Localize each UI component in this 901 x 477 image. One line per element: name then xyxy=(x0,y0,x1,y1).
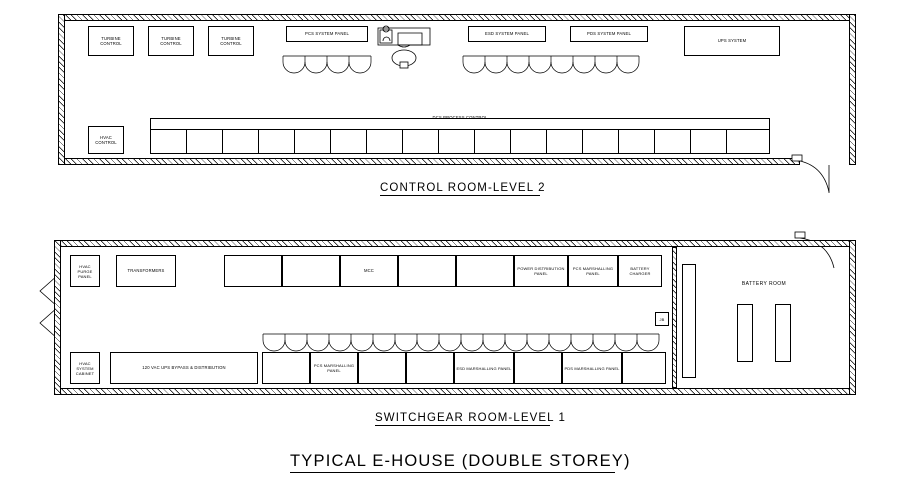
level1-wall-right xyxy=(849,240,856,395)
console-divider xyxy=(474,129,475,154)
console-rail xyxy=(150,129,770,130)
panel-label: UPS SYSTEM xyxy=(717,38,747,44)
panel-hvac-system-cabinet xyxy=(70,352,100,384)
panel-power-distribution xyxy=(514,255,568,287)
drawing-title: TYPICAL E-HOUSE (DOUBLE STOREY) xyxy=(290,452,615,473)
panel-label: TURBINE CONTROL xyxy=(160,35,182,46)
panel-bottom-seg-5 xyxy=(406,352,454,384)
level1-wall-left xyxy=(54,240,61,395)
level2-wall-right xyxy=(849,14,856,165)
panel-transformers xyxy=(116,255,176,287)
panel-label: MCC xyxy=(364,268,374,274)
level1-wall-bottom xyxy=(54,388,856,395)
panel-pds-marshalling xyxy=(562,352,622,384)
console-divider xyxy=(654,129,655,154)
panel-label: TURBINE CONTROL xyxy=(220,35,242,46)
panel-mcc xyxy=(340,255,398,287)
console-divider xyxy=(258,129,259,154)
panel-label: BATTERY CHARGER xyxy=(629,266,651,276)
room-battery xyxy=(677,247,849,388)
panel-label: 120 VAC UPS BYPASS & DISTRIBUTION xyxy=(142,365,226,371)
panel-label: HVAC SYSTEM CABINET xyxy=(75,360,95,376)
console-divider xyxy=(438,129,439,154)
panel-mcc-section-1 xyxy=(224,255,282,287)
console-divider xyxy=(726,129,727,154)
panel-label: POWER DISTRIBUTION PANEL xyxy=(517,266,565,276)
console-divider xyxy=(402,129,403,154)
level2-wall-left xyxy=(58,14,65,165)
panel-bottom-seg-9 xyxy=(622,352,666,384)
panel-label: PDS MARSHALLING PANEL xyxy=(564,365,620,371)
panel-pcs-system xyxy=(286,26,368,42)
panel-battery-charger xyxy=(618,255,662,287)
panel-label: TURBINE CONTROL xyxy=(100,35,122,46)
level2-wall-top xyxy=(58,14,856,21)
panel-pcs-marshalling-bottom xyxy=(310,352,358,384)
panel-label: PCS MARSHALLING PANEL xyxy=(313,363,355,373)
console-divider xyxy=(330,129,331,154)
panel-label: HVAC PURGE PANEL xyxy=(77,263,93,279)
panel-turbine-control-1 xyxy=(88,26,134,56)
console-divider xyxy=(294,129,295,154)
panel-label: PCS SYSTEM PANEL xyxy=(305,31,349,37)
level2-wall-bottom xyxy=(58,158,800,165)
panel-esd-marshalling xyxy=(454,352,514,384)
panel-label: ESD SYSTEM PANEL xyxy=(485,31,529,37)
battery-room-label: BATTERY ROOM xyxy=(741,281,787,287)
panel-mcc-section-4 xyxy=(398,255,456,287)
panel-pds-system xyxy=(570,26,648,42)
console-divider xyxy=(222,129,223,154)
console-dcs-process-control xyxy=(150,115,770,154)
level2-caption: CONTROL ROOM-LEVEL 2 xyxy=(380,182,546,194)
panel-label: HVAC CONTROL xyxy=(95,134,117,145)
panel-hvac-purge xyxy=(70,255,100,287)
battery-rack-1 xyxy=(682,264,696,378)
console-divider xyxy=(366,129,367,154)
panel-bottom-seg-2 xyxy=(262,352,310,384)
console-divider xyxy=(546,129,547,154)
console-divider xyxy=(582,129,583,154)
level1-caption: SWITCHGEAR ROOM-LEVEL 1 xyxy=(375,412,567,424)
console-divider xyxy=(618,129,619,154)
panel-esd-system xyxy=(468,26,546,42)
panel-pcs-marshalling-top xyxy=(568,255,618,287)
panel-label: ESD MARSHALLING PANEL xyxy=(456,365,512,371)
level1-wall-top xyxy=(54,240,856,247)
panel-mcc-section-5 xyxy=(456,255,514,287)
panel-ups-bypass-distribution xyxy=(110,352,258,384)
panel-bottom-seg-7 xyxy=(514,352,562,384)
console-label: DCS PROCESS CONTROL xyxy=(432,115,488,120)
panel-mcc-section-2 xyxy=(282,255,340,287)
console-divider xyxy=(510,129,511,154)
panel-ups-system xyxy=(684,26,780,56)
panel-jb xyxy=(655,312,669,326)
panel-hvac-control xyxy=(88,126,124,154)
panel-label: TRANSFORMERS xyxy=(127,268,165,274)
panel-turbine-control-3 xyxy=(208,26,254,56)
panel-turbine-control-2 xyxy=(148,26,194,56)
panel-label: JB xyxy=(659,316,665,322)
battery-rack-3 xyxy=(775,304,791,362)
panel-bottom-seg-4 xyxy=(358,352,406,384)
panel-label: PCS MARSHALLING PANEL xyxy=(572,266,614,276)
panel-label: PDS SYSTEM PANEL xyxy=(587,31,631,37)
console-divider xyxy=(690,129,691,154)
console-divider xyxy=(186,129,187,154)
battery-rack-2 xyxy=(737,304,753,362)
